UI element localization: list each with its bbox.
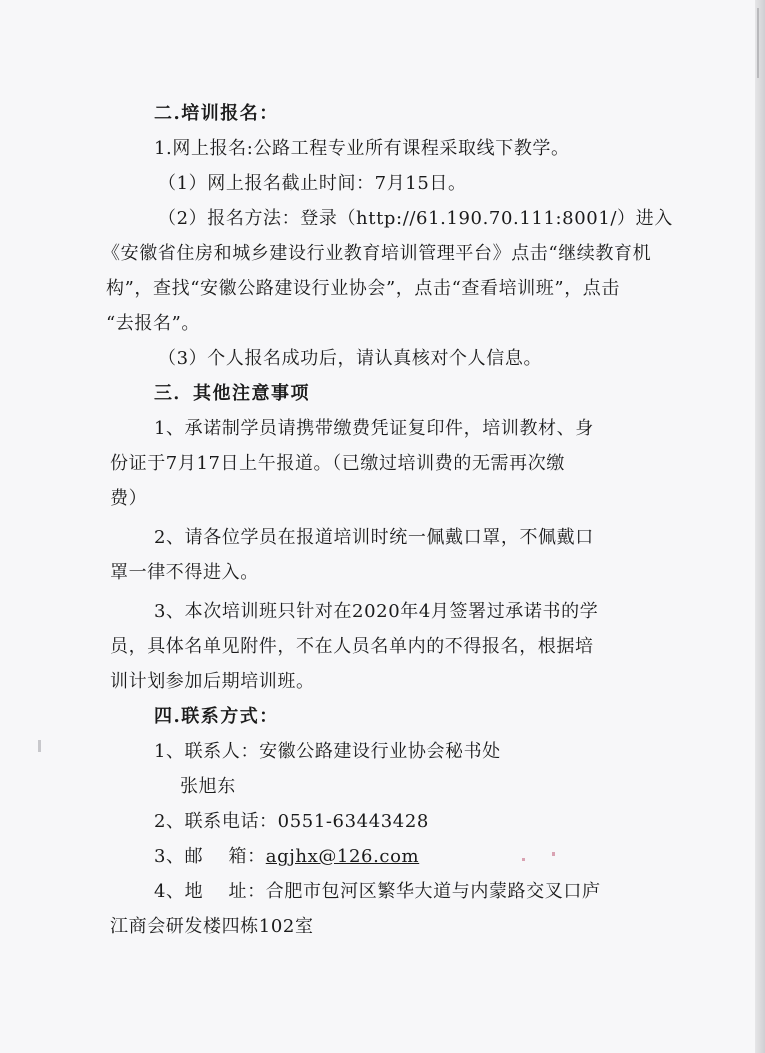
notes-item-2-cont: 罩一律不得进入。 (110, 562, 259, 583)
section-heading-contact: 四.联系方式： (154, 706, 279, 727)
registration-item-1-3: （3）个人报名成功后，请认真核对个人信息。 (158, 348, 543, 369)
scan-speck (38, 740, 41, 752)
notes-item-3-cont: 员，具体名单见附件，不在人员名单内的不得报名，根据培 (110, 636, 594, 657)
notes-item-2: 2、请各位学员在报道培训时统一佩戴口罩，不佩戴口 (154, 527, 594, 548)
contact-person-name: 张旭东 (180, 776, 236, 797)
scan-edge (755, 0, 765, 1053)
contact-address-row (110, 874, 655, 909)
contact-phone-row (110, 804, 655, 839)
registration-item-1-2-cont: 《安徽省住房和城乡建设行业教育培训管理平台》点击“继续教育机 (102, 243, 652, 264)
notes-item-1: 1、承诺制学员请携带缴费凭证复印件，培训教材、身 (154, 418, 594, 439)
notes-item-3: 3、本次培训班只针对在2020年4月签署过承诺书的学 (154, 601, 599, 622)
registration-item-1: 1.网上报名:公路工程专业所有课程采取线下教学。 (154, 138, 570, 159)
contact-phone-label: 2、联系电话： (154, 811, 278, 832)
registration-item-1-2-cont: 构”，查找“安徽公路建设行业协会”，点击“查看培训班”，点击 (106, 278, 621, 299)
contact-phone-value: 0551-63443428 (277, 811, 429, 832)
document-body (102, 96, 673, 944)
contact-address-label: 4、地 址： (154, 881, 266, 902)
notes-item-1-cont: 费） (110, 488, 148, 509)
registration-item-1-2-cont: “去报名”。 (106, 313, 201, 334)
contact-person-label: 1、联系人： (154, 741, 260, 762)
registration-item-1-2: （2）报名方法：登录（http://61.190.70.111:8001/）进入 (158, 208, 673, 229)
notes-item-1-cont: 份证于7月17日上午报道。（已缴过培训费的无需再次缴 (110, 453, 565, 474)
notes-item-3-cont: 训计划参加后期培训班。 (110, 671, 315, 692)
contact-person-value: 安徽公路建设行业协会秘书处 (259, 741, 501, 762)
registration-item-1-1: （1）网上报名截止时间：7月15日。 (158, 173, 467, 194)
contact-address-cont: 江商会研发楼四栋102室 (110, 916, 314, 937)
contact-address-value: 合肥市包河区繁华大道与内蒙路交叉口庐 (265, 881, 601, 902)
contact-email-link[interactable]: agjhx@126.com (265, 846, 420, 867)
section-heading-registration: 二.培训报名： (154, 103, 279, 124)
contact-email-label: 3、邮 箱： (154, 846, 266, 867)
contact-person-row (110, 734, 655, 769)
contact-email-row (110, 839, 655, 874)
section-heading-notes: 三．其他注意事项 (154, 383, 310, 404)
